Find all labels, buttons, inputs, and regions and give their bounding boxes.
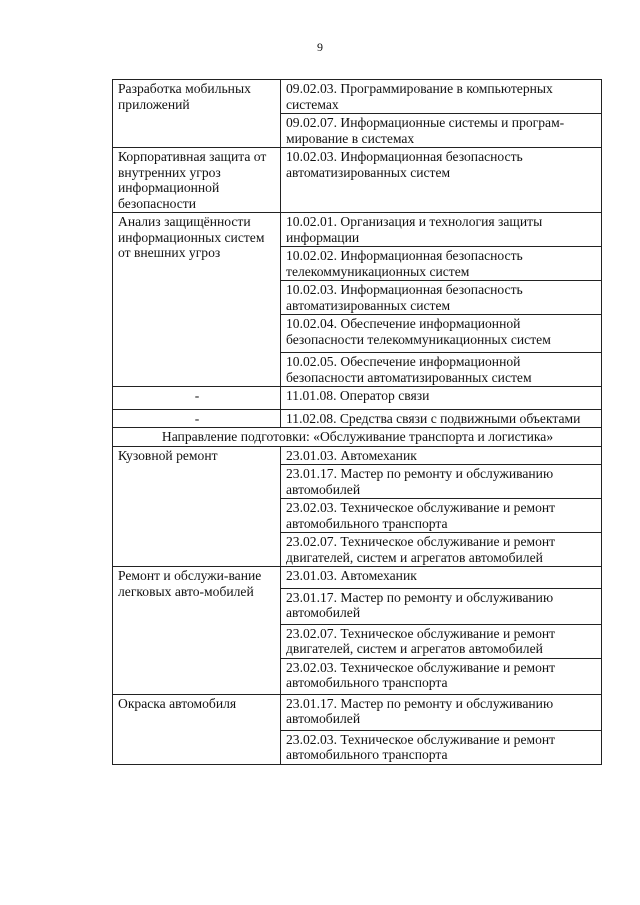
code-cell: 23.02.03. Техническое обслуживание и ремонт автомобильного транспорта	[281, 730, 602, 764]
table-row	[113, 694, 602, 730]
code-cell: 11.02.08. Средства связи с подвижными объектами	[281, 409, 602, 428]
table-row	[113, 567, 602, 589]
code-cell: 23.01.03. Автомеханик	[281, 567, 602, 589]
code-cell: 09.02.07. Информационные системы и програм-мирование в системах	[281, 114, 602, 148]
table-row	[113, 409, 602, 428]
table-row	[113, 387, 602, 410]
area-cell: -	[113, 387, 281, 410]
area-cell: Разработка мобильных приложений	[113, 80, 281, 148]
table-row	[113, 80, 602, 114]
code-cell: 23.02.07. Техническое обслуживание и ремонт двигателей, систем и агрегатов автомобилей	[281, 533, 602, 567]
code-cell: 23.02.03. Техническое обслуживание и ремонт автомобильного транспорта	[281, 499, 602, 533]
code-cell: 09.02.03. Программирование в компьютерных системах	[281, 80, 602, 114]
code-cell: 10.02.02. Информационная безопасность телекоммуникационных систем	[281, 247, 602, 281]
code-cell: 11.01.08. Оператор связи	[281, 387, 602, 410]
area-cell: Анализ защищённости информационных систем от внешних угроз	[113, 213, 281, 387]
code-cell: 10.02.04. Обеспечение информационной безопасности телекоммуникационных систем	[281, 315, 602, 353]
code-cell: 10.02.03. Информационная безопасность автоматизированных систем	[281, 281, 602, 315]
code-cell: 10.02.03. Информационная безопасность автоматизированных систем	[281, 148, 602, 213]
page-number: 9	[317, 40, 323, 54]
code-cell: 23.01.03. Автомеханик	[281, 446, 602, 465]
table-row	[113, 428, 602, 447]
area-cell: Корпоративная защита от внутренних угроз информационной безопасности	[113, 148, 281, 213]
code-cell: 23.01.17. Мастер по ремонту и обслуживанию автомобилей	[281, 588, 602, 624]
table-row	[113, 148, 602, 213]
code-cell: 23.01.17. Мастер по ремонту и обслуживанию автомобилей	[281, 694, 602, 730]
code-cell: 23.02.03. Техническое обслуживание и ремонт автомобильного транспорта	[281, 658, 602, 694]
code-cell: 10.02.05. Обеспечение информационной безопасности автоматизированных систем	[281, 353, 602, 387]
code-cell: 23.02.07. Техническое обслуживание и ремонт двигателей, систем и агрегатов автомобилей	[281, 624, 602, 658]
section-heading: Направление подготовки: «Обслуживание транспорта и логистика»	[113, 428, 602, 447]
area-cell: Кузовной ремонт	[113, 446, 281, 567]
code-cell: 23.01.17. Мастер по ремонту и обслуживанию автомобилей	[281, 465, 602, 499]
table-row	[113, 446, 602, 465]
area-cell: -	[113, 409, 281, 428]
code-cell: 10.02.01. Организация и технология защиты информации	[281, 213, 602, 247]
area-cell: Ремонт и обслужи-вание легковых авто-мобилей	[113, 567, 281, 695]
table-row	[113, 213, 602, 247]
area-cell: Окраска автомобиля	[113, 694, 281, 764]
competencies-table	[112, 79, 602, 765]
